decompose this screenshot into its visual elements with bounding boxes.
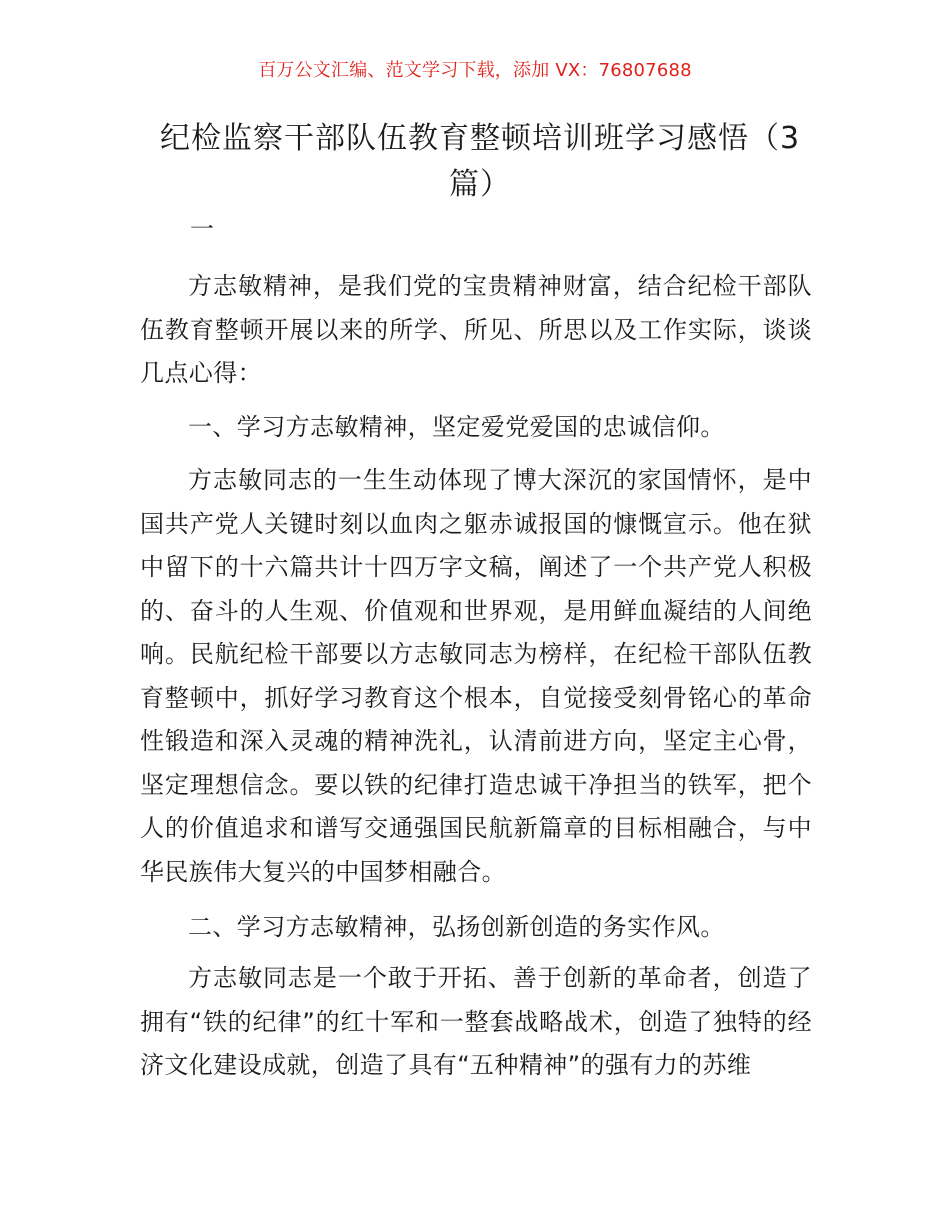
paragraph-intro bbox=[140, 265, 812, 396]
document-title: 纪检监察干部队伍教育整顿培训班学习感悟（3篇） bbox=[159, 121, 801, 202]
paragraph-text: 方志敏同志的一生生动体现了博大深沉的家国情怀，是中国共产党人关键时刻以血肉之躯赤诚报国的慷慨宣示。他在狱中留下的十六篇共计十四万字文稿，阐述了一个共产党人积极的、奋斗的人生观、价值观和世界观，是用鲜血凝结的人间绝响。民航纪检干部要以方志敏同志为榜样，在纪检干部队伍教育整顿中，抓好学习教育这个根本，自觉接受刻骨铭心的革命性锻造和深入灵魂的精神洗礼，认清前进方向，坚定主心骨，坚定理想信念。要以铁的纪律打造忠诚干净担当的铁军，把个人的价值追求和谱写交通强国民航新篇章的目标相融合，与中华民族伟大复兴的中国梦相融合。 bbox=[140, 466, 812, 886]
paragraph-body-1 bbox=[140, 459, 812, 894]
paragraph-text: 方志敏精神，是我们党的宝贵精神财富，结合纪检干部队伍教育整顿开展以来的所学、所见、所思以及工作实际，谈谈几点心得： bbox=[140, 272, 812, 387]
paragraph-body-2 bbox=[140, 957, 812, 1088]
subheading-2 bbox=[140, 906, 812, 950]
section-number: 一 bbox=[190, 215, 214, 243]
subheading-1 bbox=[140, 406, 812, 450]
watermark-header: 百万公文汇编、范文学习下载，添加 VX：76807688 bbox=[258, 60, 692, 81]
paragraph-text: 方志敏同志是一个敢于开拓、善于创新的革命者，创造了拥有“铁的纪律”的红十军和一整套战略战术，创造了独特的经济文化建设成就，创造了具有“五种精神”的强有力的苏维 bbox=[140, 964, 812, 1079]
subheading-text: 二、学习方志敏精神，弘扬创新创造的务实作风。 bbox=[188, 913, 725, 941]
subheading-text: 一、学习方志敏精神，坚定爱党爱国的忠诚信仰。 bbox=[188, 413, 725, 441]
